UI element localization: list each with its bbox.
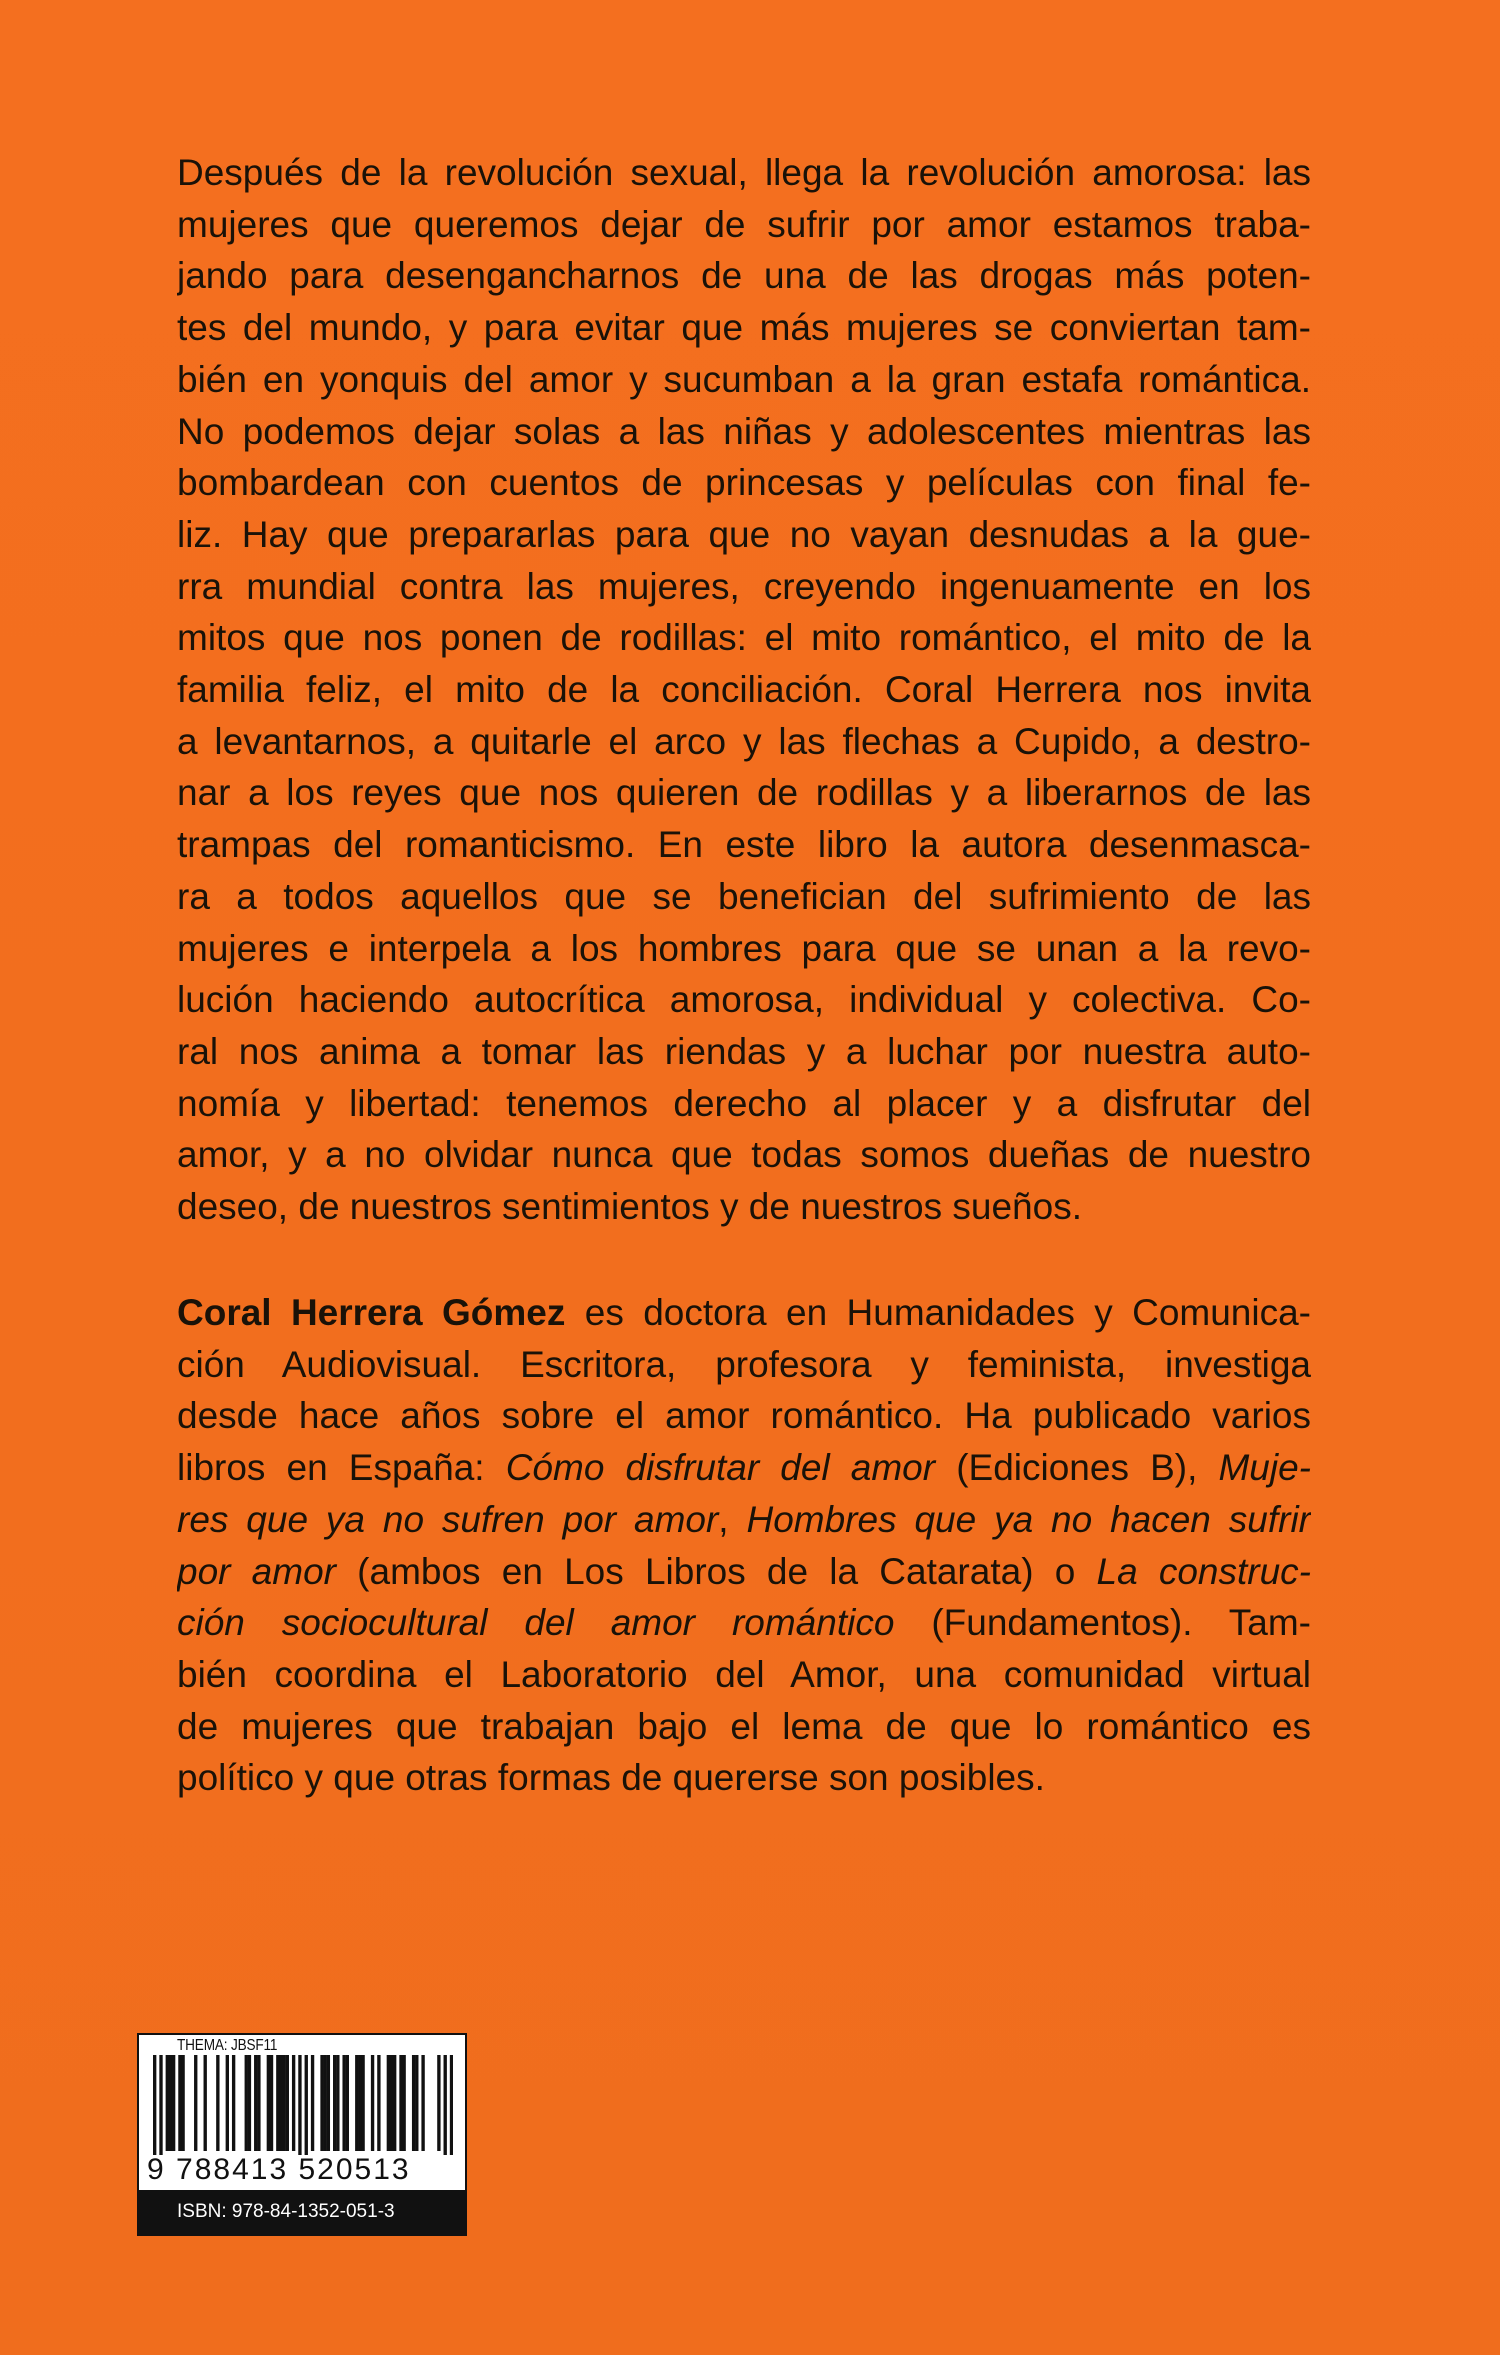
barcode-bar bbox=[305, 2055, 308, 2155]
barcode-bar bbox=[444, 2055, 447, 2155]
barcode-bar bbox=[371, 2055, 374, 2151]
bio-line: ción sociocultural del amor romántico (Fundamentos). Tam- bbox=[177, 1602, 1311, 1644]
blurb-line: ra a todos aquellos que se benefician del sufrimiento de las bbox=[177, 875, 1311, 917]
blurb-line: No podemos dejar solas a las niñas y adolescentes mientras las bbox=[177, 410, 1311, 452]
barcode-bar bbox=[286, 2055, 289, 2151]
blurb-line: nomía y libertad: tenemos derecho al placer y a disfrutar del bbox=[177, 1082, 1311, 1124]
barcode-digits: 9 788413 520513 bbox=[147, 2153, 411, 2186]
barcode-bar bbox=[342, 2055, 345, 2151]
barcode-bars bbox=[153, 2055, 453, 2155]
barcode-bar bbox=[324, 2055, 327, 2151]
blurb-line: deseo, de nuestros sentimientos y de nuestros sueños. bbox=[177, 1186, 1082, 1228]
barcode-bar bbox=[270, 2055, 273, 2151]
bio-line: de mujeres que trabajan bajo el lema de que lo romántico es bbox=[177, 1705, 1311, 1747]
book-title: Muje- bbox=[1218, 1447, 1311, 1489]
blurb-line: mitos que nos ponen de rodillas: el mito romántico, el mito de la bbox=[177, 617, 1311, 659]
barcode-bar bbox=[377, 2055, 380, 2151]
isbn-barcode bbox=[137, 2033, 467, 2236]
blurb-line: familia feliz, el mito de la conciliación. Coral Herrera nos invita bbox=[177, 669, 1311, 711]
barcode-bar bbox=[279, 2055, 282, 2151]
bio-line: por amor (ambos en Los Libros de la Catarata) o La construc- bbox=[177, 1550, 1311, 1592]
blurb-line: mujeres e interpela a los hombres para que se unan a la revo- bbox=[177, 927, 1311, 969]
book-title: Cómo disfrutar del amor bbox=[505, 1447, 936, 1489]
barcode-bar bbox=[421, 2055, 424, 2151]
bio-line: desde hace años sobre el amor romántico. Ha publicado varios bbox=[177, 1395, 1311, 1437]
barcode-bar bbox=[327, 2055, 330, 2151]
blurb-line: jando para desengancharnos de una de las drogas más poten- bbox=[177, 255, 1311, 297]
book-title: La construc- bbox=[1096, 1550, 1311, 1592]
barcode-bar bbox=[216, 2055, 219, 2151]
barcode-bar bbox=[172, 2055, 175, 2151]
bio-line: político y que otras formas de quererse son posibles. bbox=[177, 1757, 1045, 1799]
barcode-bar bbox=[415, 2055, 418, 2151]
author-bio bbox=[177, 1287, 1311, 1804]
barcode-bar bbox=[159, 2055, 162, 2155]
barcode-bar bbox=[153, 2055, 156, 2155]
blurb-line: bombardean con cuentos de princesas y películas con final fe- bbox=[177, 462, 1311, 504]
barcode-bar bbox=[450, 2055, 453, 2155]
barcode-bar bbox=[346, 2055, 349, 2151]
barcode-bar bbox=[276, 2055, 279, 2151]
blurb-line: bién en yonquis del amor y sucumban a la gran estafa romántica. bbox=[177, 358, 1311, 400]
bio-line: res que ya no sufren por amor, Hombres que ya no hacen sufrir bbox=[177, 1498, 1311, 1540]
barcode-bar bbox=[232, 2055, 235, 2151]
blurb-line: liz. Hay que prepararlas para que no vayan desnudas a la gue- bbox=[177, 513, 1311, 555]
barcode-bar bbox=[248, 2055, 251, 2151]
barcode-bar bbox=[402, 2055, 405, 2151]
barcode-bar bbox=[181, 2055, 184, 2151]
blurb-line: rra mundial contra las mujeres, creyendo ingenuamente en los bbox=[177, 565, 1311, 607]
blurb-line: ral nos anima a tomar las riendas y a luchar por nuestra auto- bbox=[177, 1030, 1311, 1072]
blurb-line: tes del mundo, y para evitar que más mujeres se conviertan tam- bbox=[177, 307, 1311, 349]
book-title: res que ya no sufren por amor bbox=[177, 1498, 719, 1540]
barcode-bar bbox=[355, 2055, 358, 2151]
isbn-label: ISBN: 978-84-1352-051-3 bbox=[139, 2190, 465, 2234]
author-name: Coral Herrera Gómez bbox=[177, 1292, 566, 1333]
blurb-line: a levantarnos, a quitarle el arco y las flechas a Cupido, a destro- bbox=[177, 720, 1311, 762]
barcode-bar bbox=[399, 2055, 402, 2151]
book-title: por amor bbox=[177, 1550, 336, 1592]
barcode-bar bbox=[166, 2055, 169, 2151]
bio-line: Coral Herrera Gómez es doctora en Humanidades y Comunica- bbox=[177, 1292, 1311, 1333]
barcode-bar bbox=[292, 2055, 295, 2151]
blurb-line: mujeres que queremos dejar de sufrir por amor estamos traba- bbox=[177, 203, 1311, 245]
barcode-bar bbox=[361, 2055, 364, 2151]
book-title: ción sociocultural del amor romántico bbox=[177, 1602, 895, 1644]
bio-line: libros en España: Cómo disfrutar del amor (Ediciones B), Muje- bbox=[177, 1447, 1311, 1489]
bio-line: bién coordina el Laboratorio del Amor, una comunidad virtual bbox=[177, 1653, 1311, 1695]
blurb-paragraph bbox=[177, 147, 1311, 1233]
barcode-bar bbox=[333, 2055, 336, 2151]
barcode-bar bbox=[298, 2055, 301, 2155]
blurb-line: Después de la revolución sexual, llega la revolución amorosa: las bbox=[177, 152, 1311, 193]
barcode-bar bbox=[282, 2055, 285, 2151]
barcode-bar bbox=[267, 2055, 270, 2151]
blurb-line: trampas del romanticismo. En este libro la autora desenmasca- bbox=[177, 824, 1311, 866]
barcode-bar bbox=[412, 2055, 415, 2151]
barcode-bar bbox=[169, 2055, 172, 2151]
barcode-bar bbox=[390, 2055, 393, 2151]
barcode-bar bbox=[178, 2055, 181, 2151]
blurb-line: amor, y a no olvidar nunca que todas somos dueñas de nuestro bbox=[177, 1134, 1311, 1176]
barcode-bar bbox=[387, 2055, 390, 2151]
barcode-bar bbox=[226, 2055, 229, 2151]
barcode-bar bbox=[393, 2055, 396, 2151]
barcode-bar bbox=[257, 2055, 260, 2151]
barcode-bar bbox=[336, 2055, 339, 2151]
barcode-bar bbox=[437, 2055, 440, 2151]
thema-code: THEMA: JBSF11 bbox=[177, 2037, 278, 2054]
barcode-bar bbox=[194, 2055, 197, 2151]
barcode-bar bbox=[204, 2055, 207, 2151]
barcode-bar bbox=[320, 2055, 323, 2151]
book-title: Hombres que ya no hacen sufrir bbox=[746, 1498, 1311, 1540]
bio-line: ción Audiovisual. Escritora, profesora y feminista, investiga bbox=[177, 1343, 1311, 1385]
blurb-line: nar a los reyes que nos quieren de rodillas y a liberarnos de las bbox=[177, 772, 1311, 814]
blurb-line: lución haciendo autocrítica amorosa, individual y colectiva. Co- bbox=[177, 979, 1311, 1021]
barcode-bar bbox=[358, 2055, 361, 2151]
barcode-bar bbox=[311, 2055, 314, 2151]
barcode-bar bbox=[245, 2055, 248, 2151]
barcode-bar bbox=[254, 2055, 257, 2151]
